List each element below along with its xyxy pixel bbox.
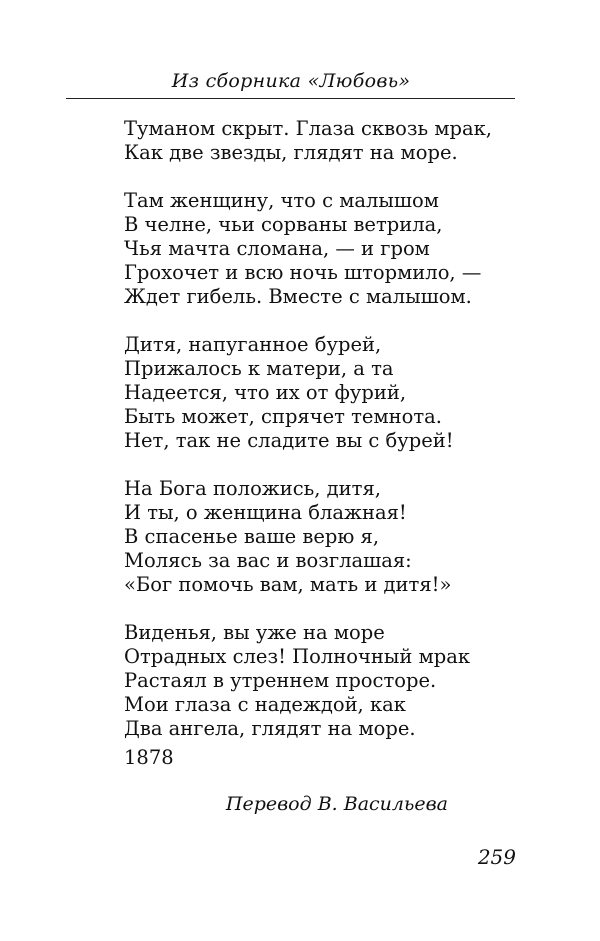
poem-line: Два ангела, глядят на море. <box>124 717 416 740</box>
poem-line: Надеется, что их от фурий, <box>124 381 407 404</box>
running-title: Из сборника «Любовь» <box>171 70 411 92</box>
poem-line: «Бог помочь вам, мать и дитя!» <box>124 573 452 596</box>
header-rule <box>66 98 515 99</box>
poem-line: В челне, чьи сорваны ветрила, <box>124 213 443 236</box>
poem-line: Там женщину, что с малышом <box>124 189 439 212</box>
poem-line: Молясь за вас и возглашая: <box>124 549 412 572</box>
poem-line: Как две звезды, глядят на море. <box>124 141 458 164</box>
poem-line: Дитя, напуганное бурей, <box>124 333 382 356</box>
poem-line: Нет, так не сладите вы с бурей! <box>124 429 454 452</box>
translator-credit: Перевод В. Васильева <box>225 793 448 815</box>
poem-line: Растаял в утреннем просторе. <box>124 669 437 692</box>
stanza-5 <box>124 621 544 741</box>
stanza-2 <box>124 189 544 309</box>
poem-body <box>124 117 544 765</box>
poem-line: В спасенье ваше верю я, <box>124 525 380 548</box>
poem-line: Туманом скрыт. Глаза сквозь мрак, <box>124 117 492 140</box>
poem-line: Отрадных слез! Полночный мрак <box>124 645 471 668</box>
poem-line: Мои глаза с надеждой, как <box>124 693 406 716</box>
poem-line: Чья мачта сломана, — и гром <box>124 237 430 260</box>
poem-line: Быть может, спрячет темнота. <box>124 405 442 428</box>
poem-line: Виденья, вы уже на море <box>124 621 385 644</box>
stanza-3 <box>124 333 544 453</box>
poem-line: Грохочет и всю ночь штормило, — <box>124 261 482 284</box>
poem-line: Прижалось к матери, а та <box>124 357 394 380</box>
poem-line: Ждет гибель. Вместе с малышом. <box>124 285 472 308</box>
poem-year: 1878 <box>124 746 174 769</box>
poem-line: На Бога положись, дитя, <box>124 477 381 500</box>
stanza-1 <box>124 117 544 165</box>
stanza-4 <box>124 477 544 597</box>
poem-line: И ты, о женщина блажная! <box>124 501 407 524</box>
page-number: 259 <box>477 845 516 869</box>
